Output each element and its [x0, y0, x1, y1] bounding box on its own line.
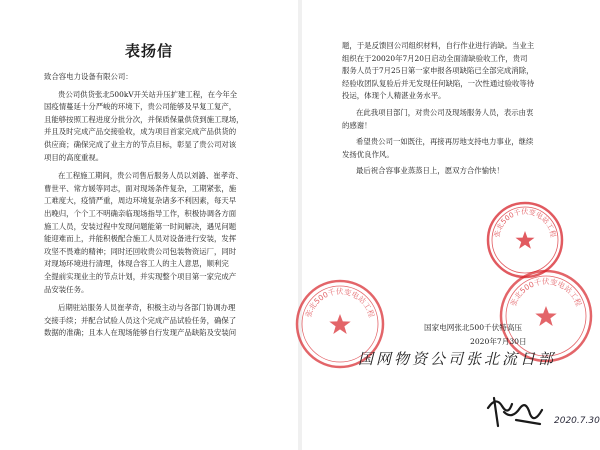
- paragraph-line: 贵公司供货张北500kV开关站升压扩建工程，在今年全: [58, 89, 238, 99]
- letter-page-right: [302, 0, 600, 450]
- paragraph-2: [44, 170, 280, 296]
- paragraph-line: 并且及时完成产品交接验收，成为项目首家完成产品供货的: [44, 127, 237, 137]
- svg-text:张北500千伏变电站工程: 张北500千伏变电站工程: [493, 207, 557, 239]
- letter-title: 表扬信: [124, 42, 173, 60]
- paragraph-line: 供应商；确保完成了业主方的节点目标，彰显了贵公司对该: [44, 139, 237, 149]
- paragraph-line: 最后祝合容事业蒸蒸日上，愿双方合作愉快！: [356, 166, 504, 176]
- paragraph-line: 发扬优良作风。: [342, 149, 394, 159]
- paragraph-line: 项目的高度重视。: [44, 152, 104, 162]
- paragraph-line: 攻坚不畏难的精神；同时还回收贵公司包装物资运厂，同时: [44, 246, 237, 256]
- left-text-body: [44, 71, 280, 340]
- paragraph-line: 品安装任务。: [44, 284, 89, 294]
- paragraph-line: 交接手续；并配合试验人员这个完成产品试验任务，确保了: [44, 315, 237, 325]
- issue-date: 2020年7月30日: [470, 337, 527, 346]
- paragraph-line: 题，于是反馈回公司组织材料，自行作业进行消缺。当业主: [342, 41, 535, 50]
- paragraph-line: 希望贵公司一如既往，再接再厉地支持电力事业，继续: [356, 137, 534, 147]
- right-text-body: [342, 40, 592, 178]
- paragraph-line: 国疫情蔓延十分严峻的环境下，贵公司能够及早复工复产，: [44, 102, 237, 112]
- paragraph-6: [342, 136, 592, 161]
- paragraph-line: 服务人员于7月25日第一家申报各项缺陷已全部完成消除，: [342, 66, 534, 76]
- paragraph-line: 工难度大，疫情严重，周边环境复杂诸多不利因素，每天早: [44, 196, 237, 206]
- handwritten-signature: [482, 390, 552, 432]
- handwritten-note: 国网物资公司张北流日部: [358, 350, 557, 368]
- paragraph-line: 曹世平、常方媛等同志，面对现场条件复杂，工期紧张，施: [44, 183, 237, 193]
- letter-page-left: [0, 0, 298, 450]
- paragraph-line: 在此我项目部门，对贵公司及现场服务人员，表示由衷: [356, 107, 534, 117]
- paragraph-5: [342, 107, 592, 132]
- signature-date: 2020.7.30: [554, 416, 600, 426]
- paragraph-line: 数据的准确；且本人在现场能够自行发现产品缺陷及安装问: [44, 328, 237, 338]
- paragraph-line: 的感谢！: [342, 120, 372, 130]
- svg-text:张北500千伏变电站工程: 张北500千伏变电站工程: [508, 276, 584, 308]
- paragraph-line: 出晚归，个个工不明确亲临现场指导工作，积极协调各方面: [44, 208, 237, 218]
- issuer-name: 国家电网张北500千伏特高压: [424, 323, 523, 332]
- svg-text:张北500千伏变电站工程: 张北500千伏变电站工程: [303, 286, 377, 319]
- salutation: 致合容电力设备有限公司：: [44, 72, 133, 81]
- paragraph-line: 对现场环境进行清理，体现合容工人的主人意思，顺利完: [44, 259, 229, 269]
- paragraph-line: 在工程施工期间，贵公司售后服务人员以刘潞、崔孝奇、: [58, 171, 243, 181]
- paragraph-line: 能迎难而上，并能积极配合施工人员对设备进行安装，发挥: [44, 234, 237, 244]
- paragraph-line: 经验收团队复验后并无发现任何缺陷，一次性通过验收等待: [342, 78, 535, 88]
- paragraph-1: [44, 89, 280, 165]
- paragraph-line: 后期驻站服务人员崔孝奇，积极主动与各部门协调办理: [58, 303, 236, 313]
- paragraph-line: 投运，体现个人精湛业务水平。: [342, 91, 446, 101]
- paragraph-line: 且能够按照工程进度分批分次，并保质保量供货到施工现场，: [44, 114, 244, 124]
- paragraph-line: 全提前实现业主的节点计划，并实现整个项目第一家完成产: [44, 271, 237, 281]
- paragraph-7: [342, 165, 592, 178]
- paragraph-3: [44, 302, 280, 340]
- paragraph-line: 施工人员，安装过程中发现问题能第一时间解决，遇见问题: [44, 221, 237, 231]
- paragraph-4: [342, 40, 592, 103]
- paragraph-line: 组织在于20020年7月20日启动全面清缺验收工作，贵司: [342, 53, 528, 63]
